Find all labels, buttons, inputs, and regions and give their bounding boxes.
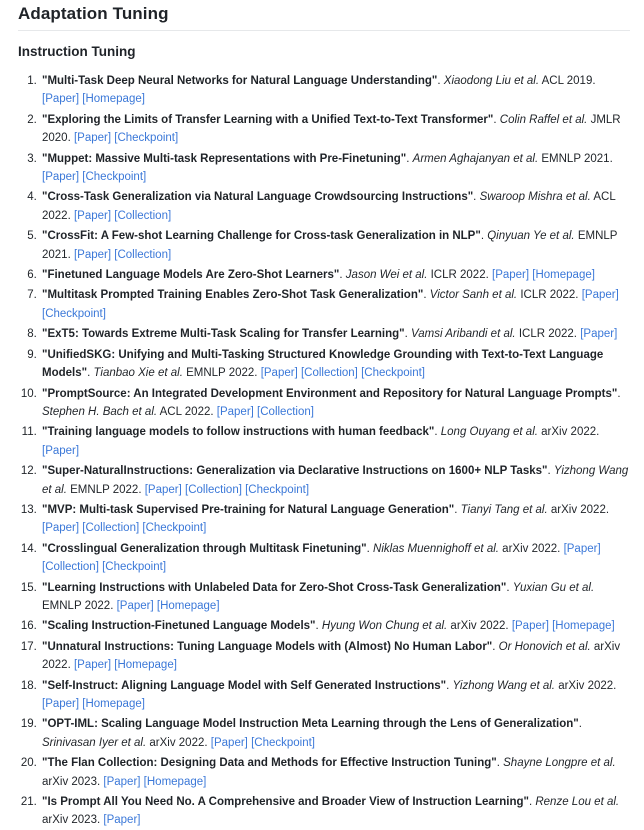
homepage-link[interactable]: [Homepage] xyxy=(114,659,177,672)
collection-link[interactable]: [Collection] xyxy=(114,209,172,222)
homepage-link[interactable]: [Homepage] xyxy=(143,775,207,788)
paper-link[interactable]: [Paper] xyxy=(73,248,112,261)
paper-link[interactable]: [Paper] xyxy=(563,542,601,555)
paper-link[interactable]: [Paper] xyxy=(260,367,298,380)
paper-venue: arXiv 2022. xyxy=(550,503,610,516)
paper-link[interactable]: [Paper] xyxy=(581,289,619,302)
paper-authors: Hyung Won Chung et al. xyxy=(321,620,448,633)
paper-link[interactable]: [Paper] xyxy=(492,269,530,282)
title-period: . xyxy=(547,465,551,478)
paper-venue: ICLR 2022. xyxy=(520,289,579,302)
paper-title: "Unnatural Instructions: Tuning Language Models with (Almost) No Human Labor" xyxy=(42,640,493,653)
paper-authors: Yizhong Wang et al. xyxy=(42,465,629,496)
paper-list-item xyxy=(40,266,630,284)
paper-authors: Yuxian Gu et al. xyxy=(512,581,595,594)
paper-venue: arXiv 2022. xyxy=(541,426,600,439)
title-period: . xyxy=(493,113,497,126)
paper-list-item xyxy=(40,677,630,714)
paper-venue: arXiv 2022. xyxy=(450,620,509,633)
paper-title: "Exploring the Limits of Transfer Learning with a Unified Text-to-Text Transformer" xyxy=(42,113,494,126)
paper-title: "Scaling Instruction-Finetuned Language Models" xyxy=(42,620,316,633)
paper-list-item xyxy=(40,111,630,148)
paper-venue: arXiv 2022. xyxy=(502,542,561,555)
paper-title: "Training language models to follow instructions with human feedback" xyxy=(42,426,435,439)
paper-link[interactable]: [Paper] xyxy=(42,171,80,184)
title-period: . xyxy=(315,620,319,633)
title-period: . xyxy=(528,796,533,809)
title-period: . xyxy=(423,289,427,302)
section-title-instruction-tuning: Instruction Tuning xyxy=(18,44,136,59)
checkpoint-link[interactable]: [Checkpoint] xyxy=(142,522,207,535)
paper-title: "Self-Instruct: Aligning Language Model with Self Generated Instructions" xyxy=(42,679,447,692)
paper-authors: Shayne Longpre et al. xyxy=(503,757,616,770)
paper-title: "ExT5: Towards Extreme Multi-Task Scaling for Transfer Learning" xyxy=(42,328,405,341)
page-title: Adaptation Tuning xyxy=(18,3,630,31)
paper-title: "Cross-Task Generalization via Natural Language Crowdsourcing Instructions" xyxy=(42,191,474,204)
homepage-link[interactable]: [Homepage] xyxy=(82,93,145,106)
paper-authors: Qinyuan Ye et al. xyxy=(487,230,575,243)
paper-authors: Armen Aghajanyan et al. xyxy=(412,152,539,165)
paper-venue: ACL 2022. xyxy=(159,405,214,418)
paper-venue: EMNLP 2021. xyxy=(541,152,613,165)
paper-link[interactable]: [Paper] xyxy=(42,444,80,457)
paper-authors: Long Ouyang et al. xyxy=(440,426,538,439)
paper-list-item xyxy=(40,638,630,675)
paper-authors: Renze Lou et al. xyxy=(535,796,620,809)
checkpoint-link[interactable]: [Checkpoint] xyxy=(114,132,179,145)
paper-list-item xyxy=(40,793,630,830)
paper-authors: Colin Raffel et al. xyxy=(499,113,588,126)
title-period: . xyxy=(406,152,410,165)
checkpoint-link[interactable]: [Checkpoint] xyxy=(82,171,147,184)
paper-title: "UnifiedSKG: Unifying and Multi-Tasking Structured Knowledge Grounding with Text-to-Text Language Models" xyxy=(42,348,604,380)
paper-venue: ICLR 2022. xyxy=(430,269,489,282)
paper-title: "The Flan Collection: Designing Data and Methods for Effective Instruction Tuning" xyxy=(42,757,497,770)
paper-title: "Muppet: Massive Multi-task Representations with Pre-Finetuning" xyxy=(42,152,407,165)
title-period: . xyxy=(87,367,91,380)
paper-authors: Xiaodong Liu et al. xyxy=(443,75,540,87)
paper-venue: EMNLP 2021. xyxy=(42,230,618,261)
paper-authors: Stephen H. Bach et al. xyxy=(42,405,158,418)
paper-title: "CrossFit: A Few-shot Learning Challenge for Cross-task Generalization in NLP" xyxy=(42,230,481,243)
checkpoint-link[interactable]: [Checkpoint] xyxy=(251,736,315,749)
paper-venue: EMNLP 2022. xyxy=(42,599,114,612)
paper-authors: Srinivasan Iyer et al. xyxy=(42,736,147,749)
homepage-link[interactable]: [Homepage] xyxy=(532,269,595,282)
paper-list-item xyxy=(40,188,630,225)
paper-link[interactable]: [Paper] xyxy=(73,132,112,145)
title-period: . xyxy=(434,426,438,439)
homepage-link[interactable]: [Homepage] xyxy=(156,599,220,612)
paper-link[interactable]: [Paper] xyxy=(73,659,112,672)
paper-list-item xyxy=(40,501,630,538)
paper-venue: arXiv 2023. xyxy=(42,814,101,827)
paper-title: "Super-NaturalInstructions: Generalization via Declarative Instructions on 1600+ NLP Tasks" xyxy=(42,465,548,478)
paper-authors: Tianbao Xie et al. xyxy=(93,367,183,380)
paper-list-item xyxy=(40,617,630,635)
paper-list-item xyxy=(40,286,630,323)
paper-venue: ICLR 2022. xyxy=(518,328,578,341)
paper-list-item xyxy=(40,579,630,616)
title-period: . xyxy=(404,328,408,341)
paper-venue: ACL 2019. xyxy=(541,75,596,87)
paper-title: "Multitask Prompted Training Enables Zero-Shot Task Generalization" xyxy=(42,289,424,302)
paper-link[interactable]: [Paper] xyxy=(144,483,182,496)
title-period: . xyxy=(446,679,450,692)
paper-authors: Victor Sanh et al. xyxy=(429,289,518,302)
paper-link[interactable]: [Paper] xyxy=(73,209,112,222)
paper-title: "MVP: Multi-task Supervised Pre-training for Natural Language Generation" xyxy=(42,503,455,516)
title-period: . xyxy=(454,503,458,516)
collection-link[interactable]: [Collection] xyxy=(114,248,172,261)
paper-authors: Niklas Muennighoff et al. xyxy=(373,542,499,555)
paper-authors: Vamsi Aribandi et al. xyxy=(411,328,516,341)
paper-title: "PromptSource: An Integrated Development Environment and Repository for Natural Language Prompts" xyxy=(42,387,618,400)
paper-list-item xyxy=(40,346,630,383)
paper-title: "OPT-IML: Scaling Language Model Instruction Meta Learning through the Lens of Generalization" xyxy=(42,718,579,731)
homepage-link[interactable]: [Homepage] xyxy=(82,698,145,710)
paper-list-item xyxy=(40,385,630,422)
title-period: . xyxy=(473,191,477,204)
paper-list-item xyxy=(40,462,630,499)
title-period: . xyxy=(617,387,621,400)
paper-list-item xyxy=(40,72,630,109)
paper-list-item xyxy=(40,715,630,752)
collection-link[interactable]: [Collection] xyxy=(82,522,140,535)
checkpoint-link[interactable]: [Checkpoint] xyxy=(245,483,310,496)
title-period: . xyxy=(437,75,441,87)
paper-venue: arXiv 2022. xyxy=(558,679,617,692)
paper-link[interactable]: [Paper] xyxy=(580,328,618,341)
paper-title: "Is Prompt All You Need No. A Comprehensive and Broader View of Instruction Learning" xyxy=(42,796,529,809)
paper-link[interactable]: [Paper] xyxy=(42,698,80,710)
checkpoint-link[interactable]: [Checkpoint] xyxy=(361,367,425,380)
paper-link[interactable]: [Paper] xyxy=(116,599,154,612)
title-period: . xyxy=(339,269,343,282)
paper-list-item xyxy=(40,150,630,187)
paper-link[interactable]: [Paper] xyxy=(42,522,80,535)
paper-list-item xyxy=(40,423,630,460)
paper-venue: EMNLP 2022. xyxy=(70,483,142,496)
paper-venue: EMNLP 2022. xyxy=(186,367,258,380)
paper-list-item xyxy=(40,325,630,343)
title-period: . xyxy=(578,718,582,731)
paper-list xyxy=(18,72,630,830)
checkpoint-link[interactable]: [Checkpoint] xyxy=(102,561,167,574)
paper-link[interactable]: [Paper] xyxy=(216,405,254,418)
readme-document xyxy=(18,3,630,830)
collection-link[interactable]: [Collection] xyxy=(300,367,358,380)
title-period: . xyxy=(506,581,510,594)
paper-authors: Or Honovich et al. xyxy=(498,640,591,653)
paper-venue: ACL 2022. xyxy=(42,191,616,222)
paper-venue: arXiv 2023. xyxy=(42,775,101,788)
collection-link[interactable]: [Collection] xyxy=(185,483,242,496)
title-period: . xyxy=(492,640,496,653)
paper-link[interactable]: [Paper] xyxy=(103,775,141,788)
paper-list-item xyxy=(40,754,630,791)
paper-title: "Multi-Task Deep Neural Networks for Natural Language Understanding" xyxy=(42,75,438,87)
paper-title: "Learning Instructions with Unlabeled Data for Zero-Shot Cross-Task Generalization" xyxy=(42,581,507,594)
paper-venue: JMLR 2020. xyxy=(42,113,621,145)
paper-venue: arXiv 2022. xyxy=(149,736,208,749)
paper-list-item xyxy=(40,540,630,577)
paper-title: "Crosslingual Generalization through Multitask Finetuning" xyxy=(42,542,367,555)
collection-link[interactable]: [Collection] xyxy=(42,561,99,574)
paper-link[interactable]: [Paper] xyxy=(210,736,248,749)
homepage-link[interactable]: [Homepage] xyxy=(552,620,615,633)
checkpoint-link[interactable]: [Checkpoint] xyxy=(42,307,106,320)
title-period: . xyxy=(366,542,370,555)
paper-link[interactable]: [Paper] xyxy=(103,814,141,827)
paper-venue: arXiv 2022. xyxy=(42,640,621,672)
paper-link[interactable]: [Paper] xyxy=(42,93,80,106)
paper-link[interactable]: [Paper] xyxy=(511,620,549,633)
title-period: . xyxy=(480,230,485,243)
collection-link[interactable]: [Collection] xyxy=(257,405,314,418)
paper-authors: Tianyi Tang et al. xyxy=(460,503,548,516)
title-period: . xyxy=(496,757,500,770)
paper-title: "Finetuned Language Models Are Zero-Shot Learners" xyxy=(42,269,340,282)
paper-authors: Yizhong Wang et al. xyxy=(452,679,555,692)
paper-list-item xyxy=(40,227,630,264)
paper-authors: Swaroop Mishra et al. xyxy=(479,191,591,204)
paper-authors: Jason Wei et al. xyxy=(345,269,428,282)
